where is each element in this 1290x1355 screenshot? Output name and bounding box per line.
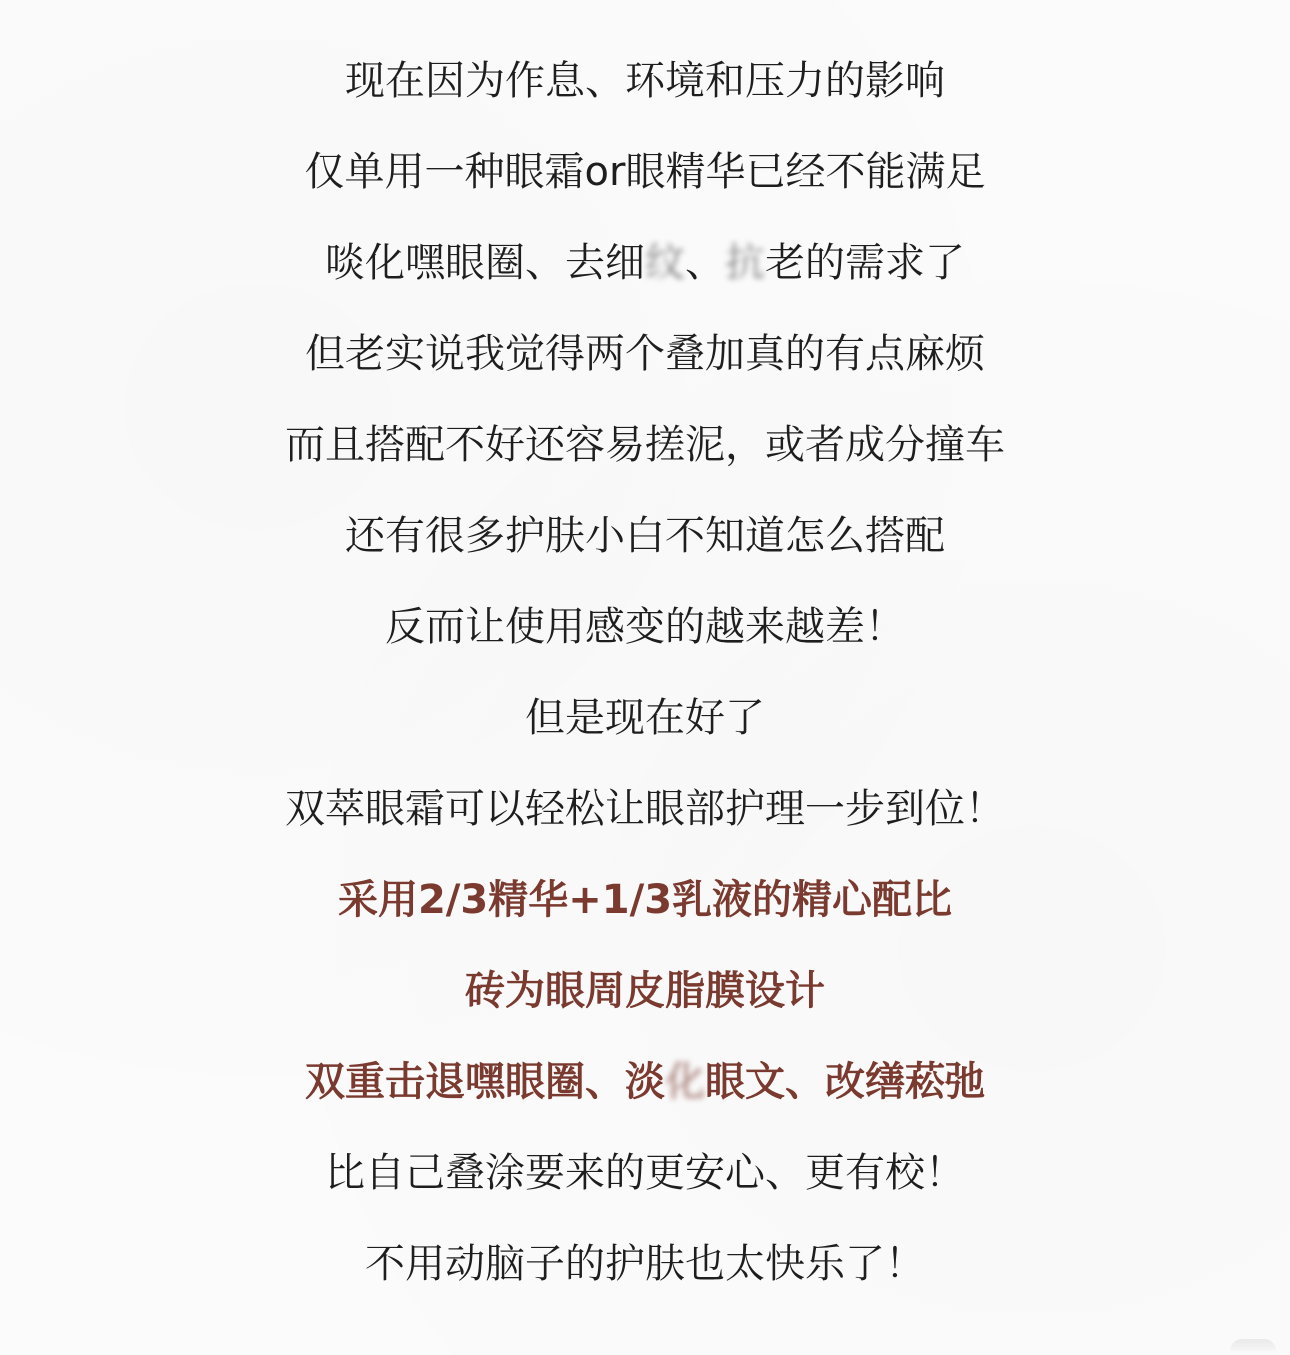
text-line-6: 还有很多护肤小白不知道怎么搭配 (345, 513, 945, 559)
corner-decoration (1230, 1339, 1276, 1351)
blurred-text: 抗 (725, 240, 765, 286)
highlight-line-3-part-c: 眼文、改缮菘弛 (705, 1059, 985, 1105)
text-line-3-part-c: 、 (685, 240, 725, 286)
text-line-9: 双萃眼霜可以轻松让眼部护理一步到位！ (285, 786, 1005, 832)
text-line-8: 但是现在好了 (525, 695, 765, 741)
highlight-line-1: 采用2/3精华+1/3乳液的精心配比 (337, 877, 953, 923)
text-line-7: 反而让使用感变的越来越差！ (385, 604, 905, 650)
text-line-2: 仅单用一种眼霜or眼精华已经不能满足 (304, 149, 986, 195)
text-line-5: 而且搭配不好还容易搓泥，或者成分撞车 (285, 422, 1005, 468)
text-line-14: 不用动脑子的护肤也太快乐了！ (365, 1241, 925, 1287)
text-line-13: 比自己叠涂要来的更安心、更有校！ (325, 1150, 965, 1196)
blurred-text: 化 (665, 1059, 705, 1105)
text-line-3 (0, 237, 1290, 289)
text-line-1: 现在因为作息、环境和压力的影响 (345, 58, 945, 104)
blurred-text: 纹 (645, 240, 685, 286)
text-line-3-part-e: 老的需求了 (765, 240, 965, 286)
text-line-3-part-a: 啖化嘿眼圈、去细 (325, 240, 645, 286)
highlight-line-3 (0, 1056, 1290, 1108)
highlight-line-3-part-a: 双重击退嘿眼圈、淡 (305, 1059, 665, 1105)
highlight-line-2: 砖为眼周皮脂膜设计 (465, 968, 825, 1014)
text-line-4: 但老实说我觉得两个叠加真的有点麻烦 (305, 331, 985, 377)
